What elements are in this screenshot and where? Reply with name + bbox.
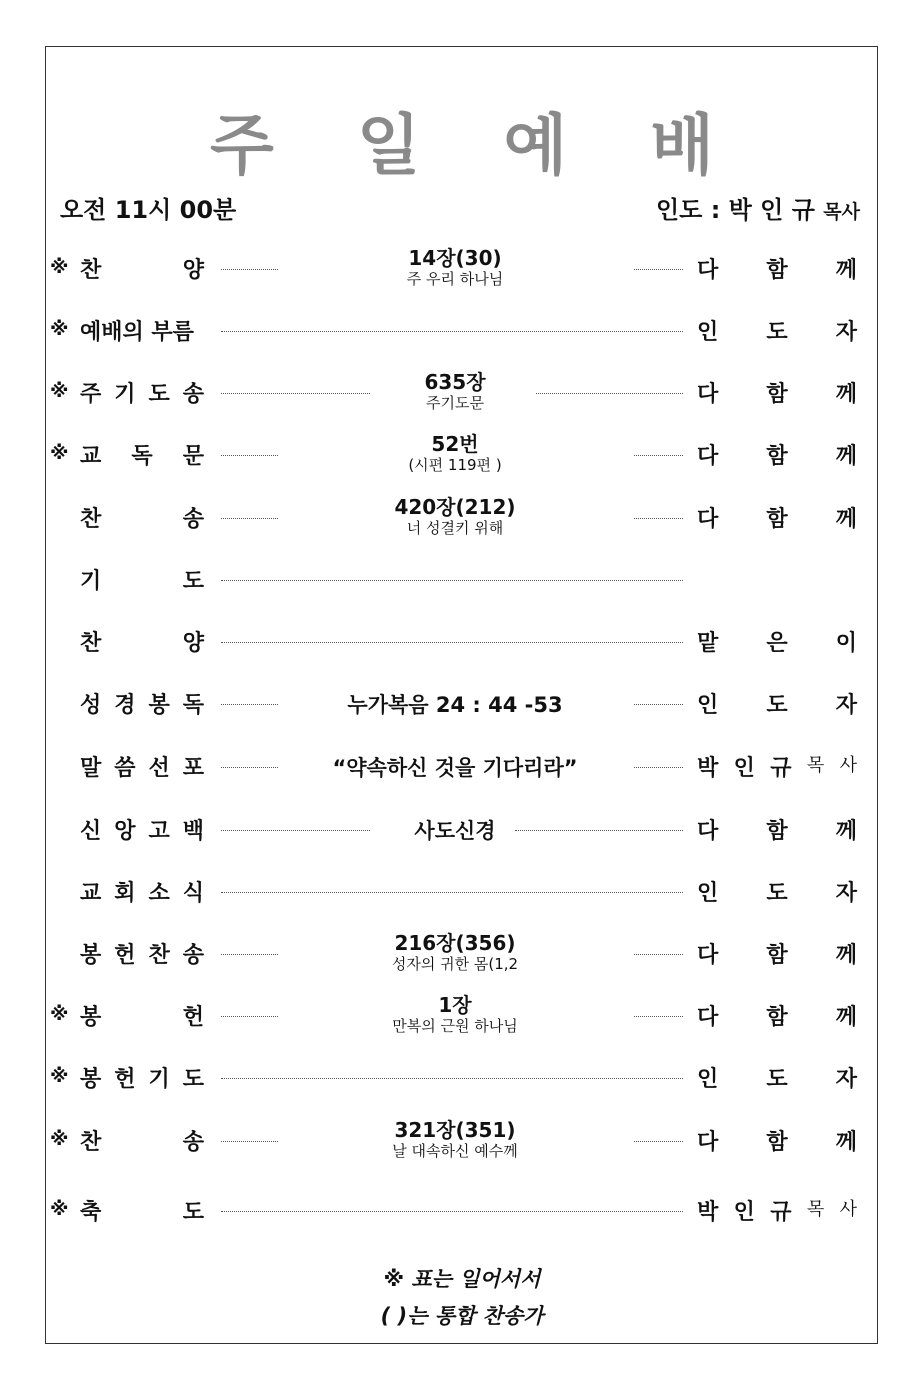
item-name-char: 포	[182, 756, 204, 781]
standing-mark: ※	[50, 318, 69, 340]
item-name-char: 축	[80, 1200, 102, 1225]
item-name	[80, 1000, 204, 1031]
item-name-char: 독	[182, 693, 204, 718]
item-name	[80, 253, 204, 284]
responsible-char: 함	[766, 382, 788, 407]
responsible-char: 자	[835, 1067, 857, 1092]
item-name	[80, 876, 204, 907]
responsible-char: 인	[733, 1200, 755, 1225]
note-hymnal: ( )는 통합 찬송가	[380, 1304, 544, 1328]
service-row	[0, 486, 924, 548]
service-row	[0, 984, 924, 1046]
item-name-char: 도	[182, 1200, 204, 1225]
item-name-char: 양	[182, 258, 204, 283]
dot-leader	[634, 954, 683, 955]
leader-info	[656, 190, 860, 225]
responsible-char: 함	[766, 819, 788, 844]
responsible-party	[697, 1000, 857, 1031]
responsible-char: 사	[839, 755, 857, 776]
responsible-char: 사	[839, 1199, 857, 1220]
responsible-char: 다	[697, 507, 719, 532]
responsible-char: 께	[835, 507, 857, 532]
dot-leader	[634, 767, 683, 768]
hymn-title: 주기도문	[426, 394, 484, 412]
responsible-party	[697, 502, 857, 533]
dot-leader	[221, 331, 683, 332]
service-row	[0, 299, 924, 361]
item-name	[80, 938, 204, 969]
standing-mark: ※	[50, 1003, 69, 1025]
item-name-char: 백	[182, 819, 204, 844]
item-name-char: 송	[182, 382, 204, 407]
responsible-char: 다	[697, 819, 719, 844]
responsible-char: 자	[835, 320, 857, 345]
dot-leader	[221, 1211, 683, 1212]
dot-leader	[634, 1141, 683, 1142]
responsible-char: 자	[835, 693, 857, 718]
responsible-char: 목	[806, 1199, 825, 1220]
item-name	[80, 377, 204, 408]
item-name-char: 도	[182, 569, 204, 594]
item-name-char: 기	[148, 1067, 170, 1092]
hymn-number: 52번	[431, 432, 479, 456]
item-detail	[330, 495, 580, 537]
item-name-char: 헌	[114, 1067, 136, 1092]
item-name	[80, 1195, 204, 1226]
responsible-char: 인	[733, 756, 755, 781]
responsible-party	[697, 938, 857, 969]
item-name	[80, 1062, 204, 1093]
item-detail	[330, 370, 580, 412]
responsible-char: 다	[697, 444, 719, 469]
responsible-char: 도	[766, 881, 788, 906]
item-detail	[330, 931, 580, 973]
item-name-char: 기	[80, 569, 102, 594]
item-name-char: 기	[114, 382, 136, 407]
responsible-char: 께	[835, 382, 857, 407]
responsible-party	[697, 377, 857, 408]
item-name-char: 도	[148, 382, 170, 407]
item-text: 사도신경	[414, 819, 496, 843]
hymn-number: 635장	[424, 370, 486, 394]
item-name-char: 말	[80, 756, 102, 781]
item-name	[80, 564, 204, 595]
item-name-char: 도	[182, 1067, 204, 1092]
hymn-title: 주 우리 하나님	[406, 270, 504, 288]
dot-leader	[221, 642, 683, 643]
responsible-char: 인	[697, 881, 719, 906]
service-row	[0, 860, 924, 922]
item-name-char: 봉	[80, 1067, 102, 1092]
responsible-party	[697, 1195, 857, 1226]
item-name-char: 송	[182, 507, 204, 532]
responsible-char: 께	[835, 1005, 857, 1030]
item-name	[80, 439, 204, 470]
item-name-char: 주	[80, 382, 102, 407]
hymn-title: 날 대속하신 예수께	[392, 1142, 518, 1160]
dot-leader	[221, 455, 278, 456]
service-row	[0, 922, 924, 984]
dot-leader	[221, 580, 683, 581]
service-row	[0, 1109, 924, 1171]
responsible-party	[697, 1125, 857, 1156]
item-detail	[330, 993, 580, 1035]
item-name-char: 고	[148, 819, 170, 844]
item-name	[80, 626, 204, 657]
item-name-char: 교	[80, 444, 102, 469]
responsible-party	[697, 253, 857, 284]
item-name	[80, 751, 204, 782]
dot-leader	[634, 269, 683, 270]
item-detail	[330, 752, 580, 782]
item-name-char: 찬	[80, 631, 102, 656]
dot-leader	[221, 518, 278, 519]
responsible-char: 께	[835, 1130, 857, 1155]
dot-leader	[221, 1078, 683, 1079]
dot-leader	[221, 767, 278, 768]
item-name-char: 독	[131, 444, 153, 469]
item-name-char: 성	[80, 693, 102, 718]
item-text: “약속하신 것을 기다리라”	[332, 756, 578, 780]
responsible-char: 박	[697, 1200, 719, 1225]
responsible-char: 도	[766, 693, 788, 718]
service-row	[0, 798, 924, 860]
responsible-party	[697, 315, 857, 346]
item-name-char: 소	[148, 881, 170, 906]
service-row	[0, 1046, 924, 1108]
standing-mark: ※	[50, 1198, 69, 1220]
responsible-char: 다	[697, 943, 719, 968]
leader-suffix: 목사	[823, 201, 860, 223]
service-row	[0, 361, 924, 423]
responsible-char: 이	[835, 631, 857, 656]
responsible-char: 께	[835, 819, 857, 844]
responsible-char: 께	[835, 943, 857, 968]
service-row	[0, 423, 924, 485]
standing-mark: ※	[50, 1128, 69, 1150]
item-name-char: 선	[148, 756, 170, 781]
service-row	[0, 610, 924, 672]
responsible-party	[697, 814, 857, 845]
responsible-char: 께	[835, 444, 857, 469]
dot-leader	[634, 455, 683, 456]
service-row	[0, 548, 924, 610]
dot-leader	[221, 1016, 278, 1017]
item-name-char: 헌	[114, 943, 136, 968]
responsible-party	[697, 876, 857, 907]
standing-mark: ※	[50, 1065, 69, 1087]
responsible-party	[697, 1062, 857, 1093]
item-name-char: 찬	[80, 258, 102, 283]
dot-leader	[221, 954, 278, 955]
item-name-char: 봉	[80, 1005, 102, 1030]
responsible-party	[697, 626, 857, 657]
hymn-title: 성자의 귀한 몸(1,2	[391, 955, 519, 973]
standing-mark: ※	[50, 256, 69, 278]
item-name-char: 문	[182, 444, 204, 469]
item-name-char: 회	[114, 881, 136, 906]
responsible-char: 박	[697, 756, 719, 781]
responsible-char: 인	[697, 1067, 719, 1092]
dot-leader	[221, 269, 278, 270]
hymn-number: 321장(351)	[394, 1118, 516, 1142]
item-name	[80, 502, 204, 533]
responsible-party	[697, 688, 857, 719]
item-name-char: 헌	[182, 1005, 204, 1030]
dot-leader	[634, 518, 683, 519]
hymn-title: 너 성결키 위해	[406, 519, 504, 537]
item-name-char: 신	[80, 819, 102, 844]
hymn-title: (시편 119편 )	[408, 456, 502, 474]
responsible-char: 은	[766, 631, 788, 656]
item-name	[80, 688, 204, 719]
item-name-char: 양	[182, 631, 204, 656]
dot-leader	[634, 1016, 683, 1017]
hymn-title: 만복의 근원 하나님	[392, 1017, 518, 1035]
service-row	[0, 1179, 924, 1241]
responsible-party	[697, 439, 857, 470]
service-row	[0, 735, 924, 797]
service-row	[0, 237, 924, 299]
responsible-char: 다	[697, 1005, 719, 1030]
item-name-char: 찬	[148, 943, 170, 968]
responsible-char: 자	[835, 881, 857, 906]
item-name-char: 송	[182, 1130, 204, 1155]
item-name-char: 봉	[148, 693, 170, 718]
item-name	[80, 1125, 204, 1156]
responsible-char: 함	[766, 1130, 788, 1155]
item-text: 누가복음 24 : 44 -53	[347, 693, 563, 717]
responsible-char: 규	[770, 1200, 792, 1225]
responsible-char: 목	[806, 755, 825, 776]
standing-mark: ※	[50, 380, 69, 402]
note-standing: ※ 표는 일어서서	[383, 1267, 541, 1291]
item-detail	[330, 246, 580, 288]
item-name-char: 경	[114, 693, 136, 718]
responsible-char: 함	[766, 507, 788, 532]
dot-leader	[221, 704, 278, 705]
hymn-number: 14장(30)	[408, 246, 502, 270]
hymn-number: 420장(212)	[394, 495, 516, 519]
item-name-char: 예배의 부름	[80, 320, 194, 345]
item-name-char: 식	[182, 881, 204, 906]
service-row	[0, 672, 924, 734]
responsible-char: 함	[766, 444, 788, 469]
item-detail	[330, 1118, 580, 1160]
item-detail	[330, 432, 580, 474]
item-name-char: 씀	[114, 756, 136, 781]
hymn-number: 216장(356)	[394, 931, 516, 955]
responsible-char: 도	[766, 1067, 788, 1092]
standing-mark: ※	[50, 442, 69, 464]
item-name-char: 찬	[80, 507, 102, 532]
item-name-char: 송	[182, 943, 204, 968]
dot-leader	[634, 704, 683, 705]
responsible-char: 인	[697, 320, 719, 345]
dot-leader	[221, 1141, 278, 1142]
item-name-char: 앙	[114, 819, 136, 844]
responsible-char: 함	[766, 1005, 788, 1030]
hymn-number: 1장	[438, 993, 472, 1017]
leader-label: 인도 : 박 인 규	[655, 196, 815, 224]
item-name-char: 교	[80, 881, 102, 906]
responsible-char: 규	[770, 756, 792, 781]
responsible-char: 함	[766, 258, 788, 283]
item-name-char: 찬	[80, 1130, 102, 1155]
responsible-char: 도	[766, 320, 788, 345]
service-time: 오전 11시 00분	[60, 196, 237, 224]
item-detail	[330, 689, 580, 719]
responsible-char: 께	[835, 258, 857, 283]
responsible-char: 함	[766, 943, 788, 968]
item-detail	[330, 815, 580, 845]
item-name-char: 봉	[80, 943, 102, 968]
item-name	[80, 315, 204, 346]
item-name	[80, 814, 204, 845]
responsible-char: 맡	[697, 631, 719, 656]
dot-leader	[221, 892, 683, 893]
responsible-char: 다	[697, 382, 719, 407]
page-title: 주 일 예 배	[210, 107, 744, 184]
responsible-char: 인	[697, 693, 719, 718]
responsible-party	[697, 751, 857, 782]
responsible-char: 다	[697, 258, 719, 283]
responsible-char: 다	[697, 1130, 719, 1155]
